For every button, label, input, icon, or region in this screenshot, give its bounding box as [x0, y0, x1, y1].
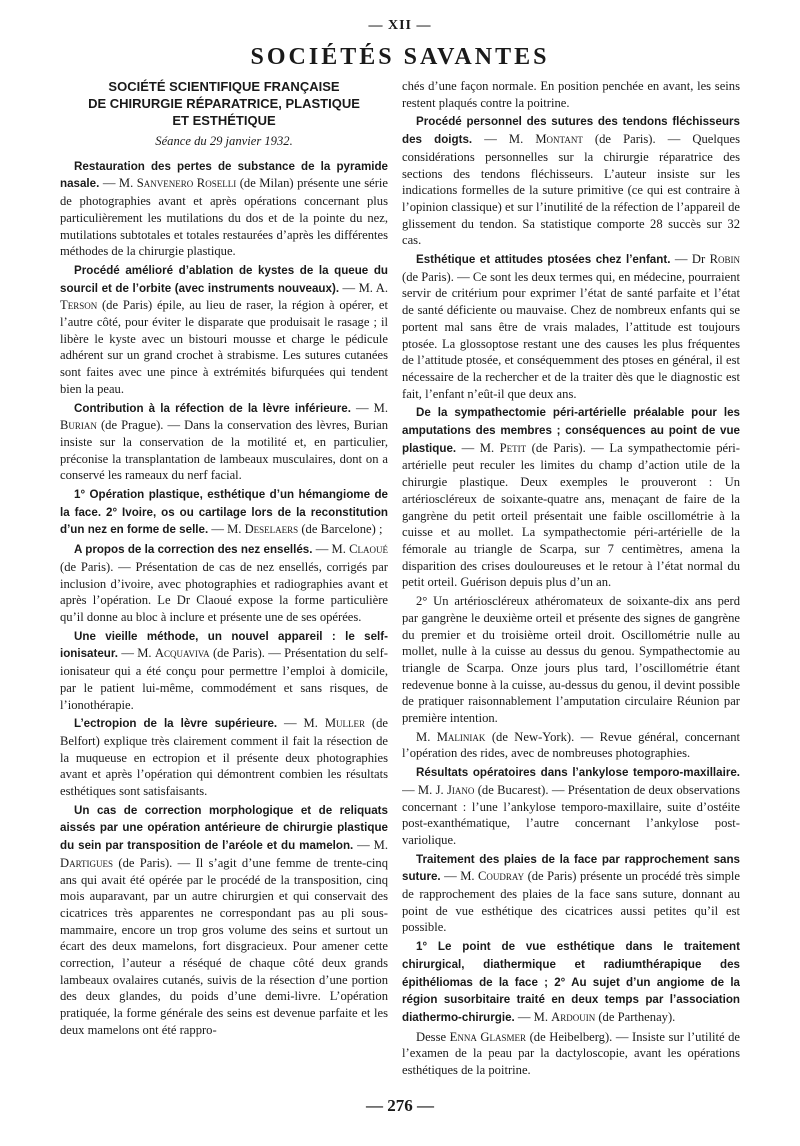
society-line-2: DE CHIRURGIE RÉPARATRICE, PLASTIQUE	[88, 96, 360, 111]
society-line-3: ET ESTHÉTIQUE	[172, 113, 276, 128]
article-author: Terson	[60, 298, 98, 313]
article-title: Esthétique et attitudes ptosées chez l’enfant.	[416, 253, 671, 267]
article-saddle-nose	[60, 541, 388, 626]
article-body: (de Paris). — Présentation de cas de nez ensellés, corrigés par inclusion d’ivoire, avec photographies et radiographies avant et après l’opération. Le Dr Claoué expose la forme particulière qu’il donne au bloc à inclure et présente une de ses opérées.	[60, 559, 388, 624]
article-author: Burian	[60, 418, 97, 433]
article-tendon-sutures	[402, 113, 740, 249]
session-date: Séance du 29 janvier 1932.	[155, 134, 293, 148]
article-facial-wounds	[402, 851, 740, 937]
article-author: Ardouin	[551, 1009, 596, 1024]
article-body: (de Paris). — Ce sont les deux termes qui, en médecine, pourraient servir de critérium pour exprimer l’état de santé parfaite et l’état de santé déficiente ou mauvaise. Chez de nombreux enfants qui se portent mal sans être de vrais malades, l’attitude est toujours ptosée. La glossoptose restant une des causes les plus fréquentes de l’attitude ptosée, et conséquemment des ptoses en général, il est nécessaire de la rechercher et de la traiter dès que le diagnostic est fait, l’enfant n’eût-il que deux ans.	[402, 269, 740, 401]
article-title: De la sympathectomie péri-artérielle préalable pour les amputations des membres ; conséquences au point de vue plastique.	[402, 406, 740, 455]
article-title: Contribution à la réfection de la lèvre inférieure.	[74, 401, 351, 415]
left-column	[60, 78, 388, 1090]
article-title: Un cas de correction morphologique et de reliquats aissés par une opération antérieure de chirurgie plastique du sein par transposition de l’aréole et du mamelon.	[60, 803, 388, 853]
article-dash: — M.	[456, 440, 500, 455]
article-author: Coudray	[478, 869, 525, 884]
article-title: Traitement des plaies de la face par rapprochement sans suture.	[402, 852, 740, 884]
article-author: Deselaers	[244, 522, 299, 537]
article-dash: — M.	[208, 522, 245, 537]
article-body: (de Milan) présente une série de photographies avant et après opérations concernant plus particulièrement les mutilations du dos et de la pointe du nez, mutilations subtotales et totales restaurées d’après les différentes méthodes de la chirurgie plastique.	[60, 176, 388, 259]
article-ectropion	[60, 715, 388, 800]
article-body: (de Heibelberg). — Insiste sur l’utilité de l’examen de la peau par la dactyloscopie, avant les opérations esthétiques de la poitrine.	[402, 1029, 740, 1078]
article-author: Sanvenero Roselli	[136, 176, 237, 191]
article-dash: — Dr	[670, 252, 710, 267]
article-ankylosis	[402, 764, 740, 849]
article-title: 1° Le point de vue esthétique dans le traitement chirurgical, diathermique et radiumthérapique des épithéliomas de la face ; 2° Au sujet d’un angiome de la région susorbitaire traité en deux temps par l’association diathermo-chirurgie.	[402, 940, 740, 1024]
article-dash: — M. A.	[339, 280, 388, 295]
article-title: Restauration des pertes de substance de la pyramide nasale.	[60, 159, 388, 191]
article-dash: Desse	[416, 1029, 450, 1044]
article-epithelioma	[402, 938, 740, 1027]
article-author: Robin	[709, 252, 740, 267]
article-title: 1° Opération plastique, esthétique d’un hémangiome de la face. 2° Ivoire, os ou cartilage lors de la reconstitution d’un nez en forme de selle.	[60, 488, 388, 537]
article-dash: — M.	[118, 646, 155, 661]
society-line-1: SOCIÉTÉ SCIENTIFIQUE FRANÇAISE	[108, 79, 340, 94]
article-wrinkles	[402, 729, 740, 762]
article-title: Résultats opératoires dans l’ankylose temporo-maxillaire.	[416, 766, 740, 780]
article-body: (de Paris). — Quelques considérations personnelles sur la chirurgie réparatrice des sections des tendons fléchisseurs. L’auteur insiste sur les indications formelles de la suture primitive (ce qui est contraire à l’opinion classique) et sur l’inutilité de la réfection de l’appareil de glissement du tendon. Sa statistique comporte 28 succès sur 32 cas.	[402, 132, 740, 248]
article-author: Montant	[535, 132, 583, 147]
article-dactyloscopy	[402, 1029, 740, 1079]
article-dash: — M.	[99, 176, 137, 191]
article-author: Petit	[499, 440, 527, 455]
article-body: (de Parthenay).	[595, 1009, 676, 1024]
article-body: (de Prague). — Dans la conservation des lèvres, Burian insiste sur la conservation de la motilité et, en particulier, préconise la transplantation de lambeaux musculaires, dont on a conservé les rameaux du nerf facial.	[60, 418, 388, 483]
article-author: Enna Glasmer	[449, 1029, 527, 1044]
article-body: (de Belfort) explique très clairement comment il fait la résection de la muqueuse en ectropion et il présente deux photographies avant et après l’opération qui démontrent combien les résultats esthétiques sont satisfaisants.	[60, 716, 388, 799]
article-body: (de Paris). — Présentation du self-ionisateur qui a été conçu pour permettre l’emploi à domicile, par le patient lui-même, commodément et sans risques, de l’ionothérapie.	[60, 646, 388, 712]
article-dash: — M.	[353, 838, 388, 853]
article-self-ionisateur	[60, 628, 388, 714]
article-body: (de Paris). — Il s’agit d’une femme de trente-cinq ans qui avait été opérée par le procédé de la transposition, cinq mois auparavant, par un autre chirurgien et qui conservait des cicatrices très apparentes ne correspondant pas au pli sous-mammaire, encore un trop gros volume des seins et surtout un écart des deux mamelons, fort disgracieux. Pour amener cette correction, l’auteur a réséqué de chaque côté deux grands lambeaux ovalaires cutanés, suivis de la résection d’une portion des deux glandes, du poids d’une demi-livre. L’opération pratiquée, la forme générale des seins est devenue parfaite et les deux mamelons ont été rappro-	[60, 855, 388, 1037]
article-sympathectomy	[402, 404, 740, 591]
article-author: Dartigues	[60, 855, 114, 870]
article-body: (de Paris). — La sympathectomie péri-artérielle peut reculer les limites du champ d’action utile de la chirurgie plastique. Deux exemples le prouveront : Un artérioscléreux de soixante-quatre ans, menaçant de faire de la gangrène du petit orteil présentait une faible oscillométrie à la cuisse et au mollet. La sympathectomie péri-artérielle de la fémorale au triangle de Scarpa, sur 7 centimètres, amena la disparition des crises douloureuses et le retour à l’état normal du petit orteil. Guérison depuis plus d’un an.	[402, 440, 740, 590]
article-title: Une vieille méthode, un nouvel appareil : le self-ionisateur.	[60, 629, 388, 661]
article-author: Muller	[324, 716, 366, 731]
article-author: Jiano	[446, 782, 475, 797]
right-column	[402, 78, 740, 1090]
article-cyst-ablation	[60, 262, 388, 398]
article-dash: M.	[416, 729, 437, 744]
article-dash: — M.	[277, 716, 325, 731]
article-dash: — M.	[514, 1009, 552, 1024]
article-author: Claoué	[349, 542, 388, 557]
article-lower-lip	[60, 400, 388, 485]
article-body: (de Paris) épile, au lieu de raser, la région à opérer, et l’autre côté, pour éviter le disparate que produisait le rasage ; il libère le kyste avec un bistouri mousse et charge le pédicule adhérent sur un grand crochet à strabisme. Les sutures cutanées sont faites avec une pince à extrémités bifurquées qui tendent bien la peau.	[60, 298, 388, 396]
article-title: Procédé personnel des sutures des tendons fléchisseurs des doigts.	[402, 115, 740, 147]
article-breast-correction	[60, 802, 388, 1039]
society-heading	[60, 78, 388, 129]
section-title: SOCIÉTÉS SAVANTES	[250, 44, 550, 70]
article-body: (de Paris) présente un procédé très simple de rapprochement des plaies de la face sans suture, donnant au point de vue esthétique des cicatrices aussi petites qu’il est possible.	[402, 869, 740, 935]
article-dash: — M.	[350, 400, 388, 415]
running-head: — XII —	[368, 18, 432, 33]
article-dash: — M.	[472, 132, 536, 147]
article-hemangioma	[60, 486, 388, 539]
article-dash: — M.	[312, 542, 350, 557]
article-author: Maliniak	[436, 729, 486, 744]
article-body: (de New-York). — Revue général, concernant l’opération des rides, avec de nombreuses photographies.	[402, 729, 740, 761]
article-body: (de Bucarest). — Présentation de deux observations concernant : l’une l’ankylose temporo-maxillaire, suite d’ostéite post-exanthématique, l’autre concernant l’ankylose post-variolique.	[402, 782, 740, 847]
article-continuation: chés d’une façon normale. En position penchée en avant, les seins restent plaqués contre la poitrine.	[402, 79, 740, 110]
article-title: A propos de la correction des nez ensellés.	[74, 543, 313, 557]
page-number: — 276 —	[366, 1096, 434, 1115]
article-title: Procédé amélioré d’ablation de kystes de la queue du sourcil et de l’orbite (avec instruments nouveaux).	[60, 263, 388, 295]
article-dash: — M. J.	[402, 782, 447, 797]
article-body: (de Barcelone) ;	[298, 522, 383, 537]
article-sympathectomy-case-2: 2° Un artérioscléreux athéromateux de soixante-dix ans perd par gangrène le deuxième orteil et présente des signes de gangrène du premier et du troisième orteil droit. Oscillométrie nulle au mollet, nulle à la cuisse au dessus du genou. Sympathectomie au triangle de Scarpa. Onze jours plus tard, l’oscillométrie étant redevenue bonne à la cuisse, au-dessus du genou, il devint possible de pratiquer raisonnablement l’amputation circulaire Réunion par première intention.	[402, 594, 740, 726]
article-dash: — M.	[440, 869, 479, 884]
article-author: Acquaviva	[154, 646, 210, 661]
article-title: L’ectropion de la lèvre supérieure.	[74, 717, 278, 731]
article-ptosed-attitudes	[402, 251, 740, 402]
article-nasal-restoration	[60, 158, 388, 260]
